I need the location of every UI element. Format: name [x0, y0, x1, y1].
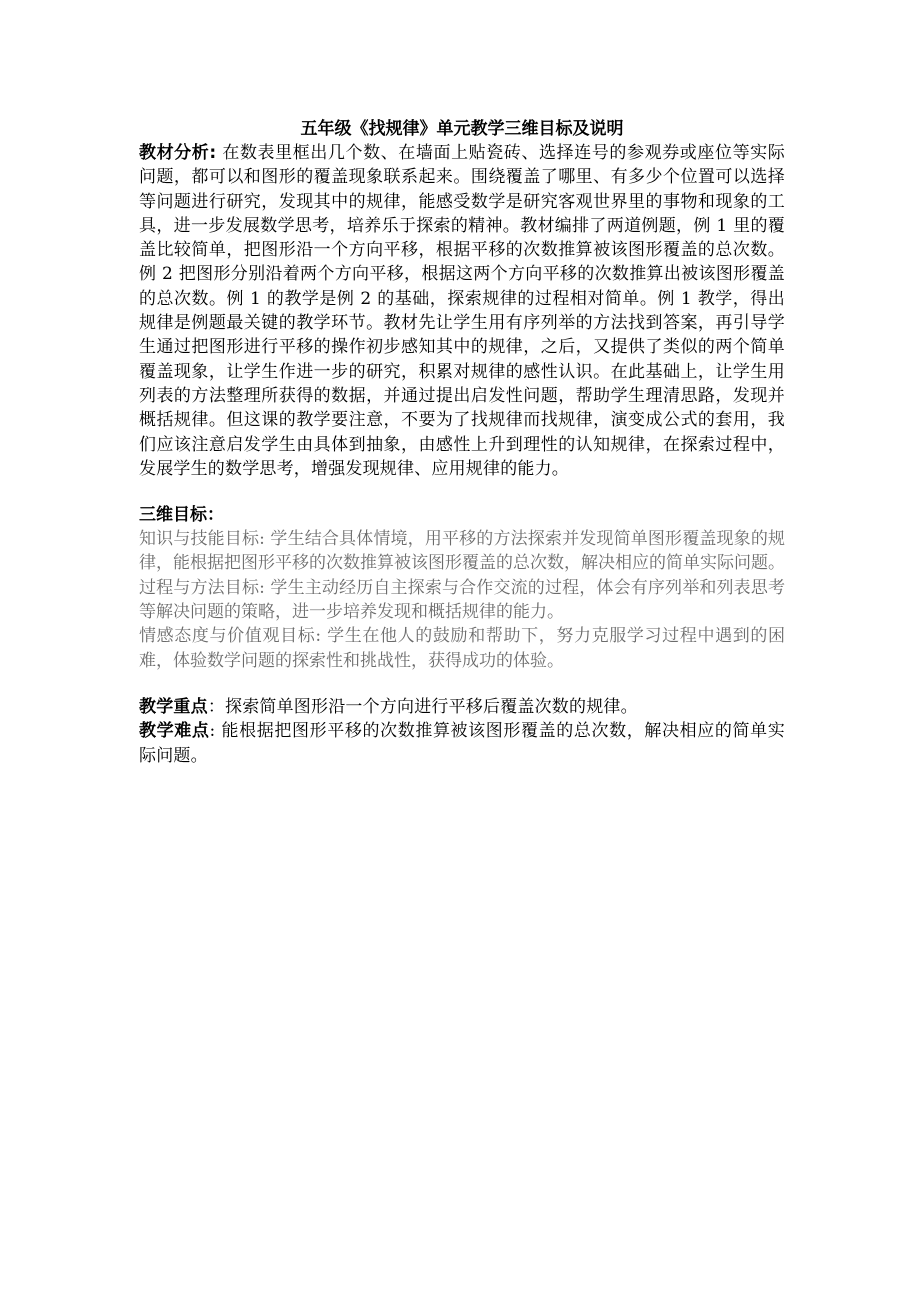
- process-goal-text: 学生主动经历自主探索与合作交流的过程，体会有序列举和列表思考等解决问题的策略，进一步培养发现和概括规律的能力。: [139, 577, 785, 623]
- material-analysis-paragraph: [139, 141, 785, 481]
- emotion-goal-text: 学生在他人的鼓励和帮助下，努力克服学习过程中遇到的困难，体验数学问题的探索性和挑战性，获得成功的体验。: [139, 626, 785, 671]
- document-title: 五年级《找规律》单元教学三维目标及说明: [300, 119, 624, 139]
- key-point-text: ：探索简单图形沿一个方向进行平移后覆盖次数的规律。: [207, 696, 638, 717]
- difficulty-text: : 能根据把图形平移的次数推算被该图形覆盖的总次数，解决相应的简单实际问题。: [139, 721, 785, 766]
- material-analysis-label: 教材分析:: [139, 143, 217, 163]
- key-point-label: 教学重点: [139, 696, 208, 717]
- spacer: [139, 481, 785, 503]
- knowledge-goal-text: 学生结合具体情境，用平移的方法探索并发现简单图形覆盖现象的规律，能根据把图形平移的次数推算被该图形覆盖的总次数，解决相应的简单实际问题。: [139, 529, 785, 574]
- knowledge-goal-label: 知识与技能目标:: [139, 529, 265, 550]
- spacer: [139, 673, 785, 695]
- process-goal-paragraph: [139, 576, 785, 625]
- material-analysis-text: 在数表里框出几个数、在墙面上贴瓷砖、选择连号的参观券或座位等实际问题，都可以和图形的覆盖现象联系起来。围绕覆盖了哪里、有多少个位置可以选择等问题进行研究，发现其中的规律，能感受数学是研究客观世界里的事物和现象的工具，进一步发展数学思考，培养乐于探索的精神。教材编排了两道例题，例 1 里的覆盖比较简单，把图形沿一个方向平移，根据平移的次数推算被该图形覆盖的总次数。例 2 把图形分别沿着两个方向平移，根据这两个方向平移的次数推算出被该图形覆盖的总次数。例 1 的教学是例 2 的基础，探索规律的过程相对简单。例 1 教学，得出规律是例题最关键的教学环节。教材先让学生用有序列举的方法找到答案，再引导学生通过把图形进行平移的操作初步感知其中的规律，之后，又提供了类似的两个简单覆盖现象，让学生作进一步的研究，积累对规律的感性认识。在此基础上，让学生用列表的方法整理所获得的数据，并通过提出启发性问题，帮助学生理清思路，发现并概括规律。但这课的教学要注意，不要为了找规律而找规律，演变成公式的套用，我们应该注意启发学生由具体到抽象，由感性上升到理性的认知规律，在探索过程中，发展学生的数学思考，增强发现规律、应用规律的能力。: [139, 143, 785, 479]
- difficulty-label: 教学难点: [139, 721, 210, 742]
- emotion-goal-label: 情感态度与价值观目标:: [139, 626, 322, 647]
- document-page: [139, 117, 785, 768]
- process-goal-label: 过程与方法目标:: [139, 577, 265, 598]
- goals-heading: 三维目标：: [139, 505, 224, 526]
- key-point-paragraph: [139, 695, 785, 719]
- difficulty-paragraph: [139, 719, 785, 768]
- emotion-goal-paragraph: [139, 624, 785, 673]
- knowledge-goal-paragraph: [139, 527, 785, 576]
